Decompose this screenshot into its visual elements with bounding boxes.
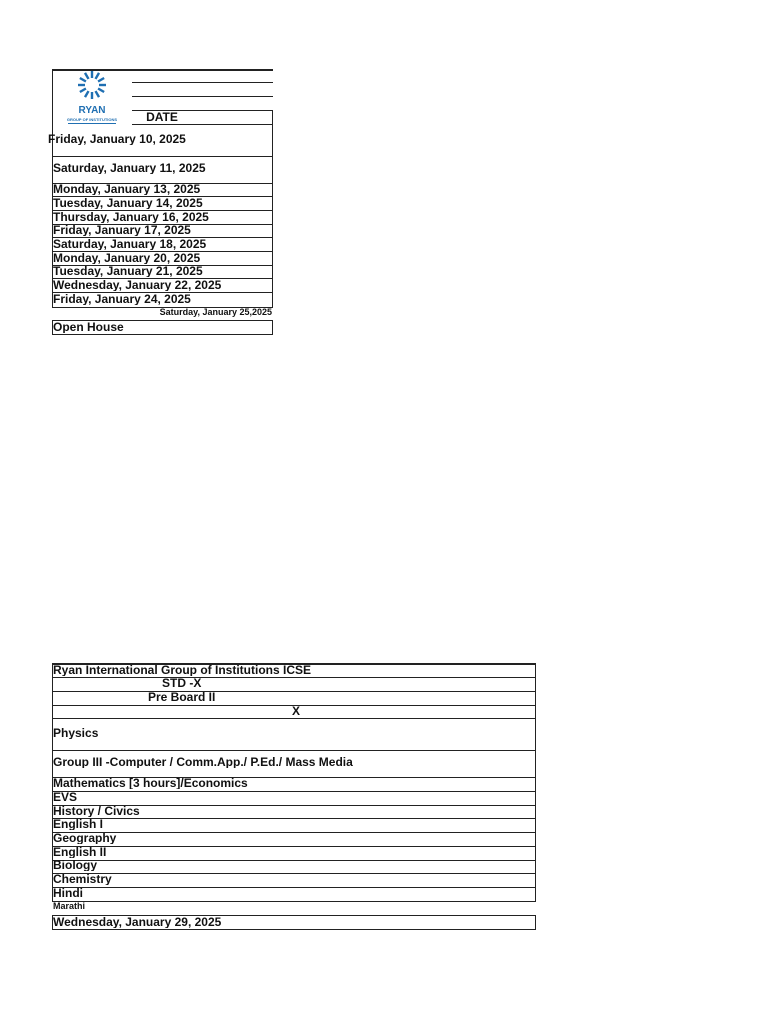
- final-date-label: Wednesday, January 29, 2025: [53, 916, 222, 928]
- logo: [52, 69, 132, 111]
- row-line: [52, 750, 536, 751]
- row-line: [52, 718, 536, 719]
- table-title: Ryan International Group of Institutions ICSE: [53, 664, 312, 676]
- table-right-border: [535, 663, 536, 902]
- logo-name: RYAN: [78, 106, 106, 116]
- date-cell: Monday, January 20, 2025: [53, 252, 201, 264]
- date-cell: Wednesday, January 22, 2025: [53, 279, 222, 291]
- logo-subtitle: GROUP OF INSTITUTIONS: [66, 117, 118, 122]
- date-cell: Friday, January 10, 2025: [48, 133, 186, 145]
- subject-cell: English II: [53, 846, 107, 858]
- subject-cell: History / Civics: [53, 805, 140, 817]
- header-line: [52, 69, 273, 71]
- row-line: [52, 156, 273, 157]
- exam-label: Pre Board II: [148, 691, 216, 703]
- date-cell: Tuesday, January 14, 2025: [53, 197, 203, 209]
- date-cell: Tuesday, January 21, 2025: [53, 265, 203, 277]
- date-cell: Friday, January 17, 2025: [53, 224, 191, 236]
- date-cell: Friday, January 24, 2025: [53, 293, 191, 305]
- logo-underline: [68, 123, 116, 124]
- marathi-cell: Marathi: [53, 902, 86, 911]
- subject-cell: English I: [53, 818, 104, 830]
- ryan-sunburst-icon: [52, 69, 132, 111]
- subject-cell: Biology: [53, 859, 97, 871]
- row-line: [52, 677, 536, 678]
- open-house-label: Open House: [53, 321, 124, 333]
- header-line: [132, 82, 273, 83]
- date-cell: Monday, January 13, 2025: [53, 183, 201, 195]
- subject-cell: EVS: [53, 791, 78, 803]
- subject-cell: Geography: [53, 832, 117, 844]
- subject-cell: Hindi: [53, 887, 83, 899]
- date-header: DATE: [146, 111, 178, 123]
- subject-cell: Physics: [53, 727, 99, 739]
- row-line: [52, 691, 536, 692]
- std-label: STD -X: [162, 677, 202, 689]
- subject-cell: Group III -Computer / Comm.App./ P.Ed./ Mass Media: [53, 756, 353, 768]
- subject-cell: Mathematics [3 hours]/Economics: [53, 777, 248, 789]
- row-line: [132, 124, 273, 125]
- class-marker: X: [291, 705, 300, 717]
- date-cell: Saturday, January 11, 2025: [53, 162, 206, 174]
- header-line: [132, 96, 273, 97]
- date-cell: Saturday, January 18, 2025: [53, 238, 207, 250]
- date-cell: Thursday, January 16, 2025: [53, 211, 209, 223]
- subject-cell: Chemistry: [53, 873, 112, 885]
- last-date-cell: Saturday, January 25,2025: [159, 308, 272, 317]
